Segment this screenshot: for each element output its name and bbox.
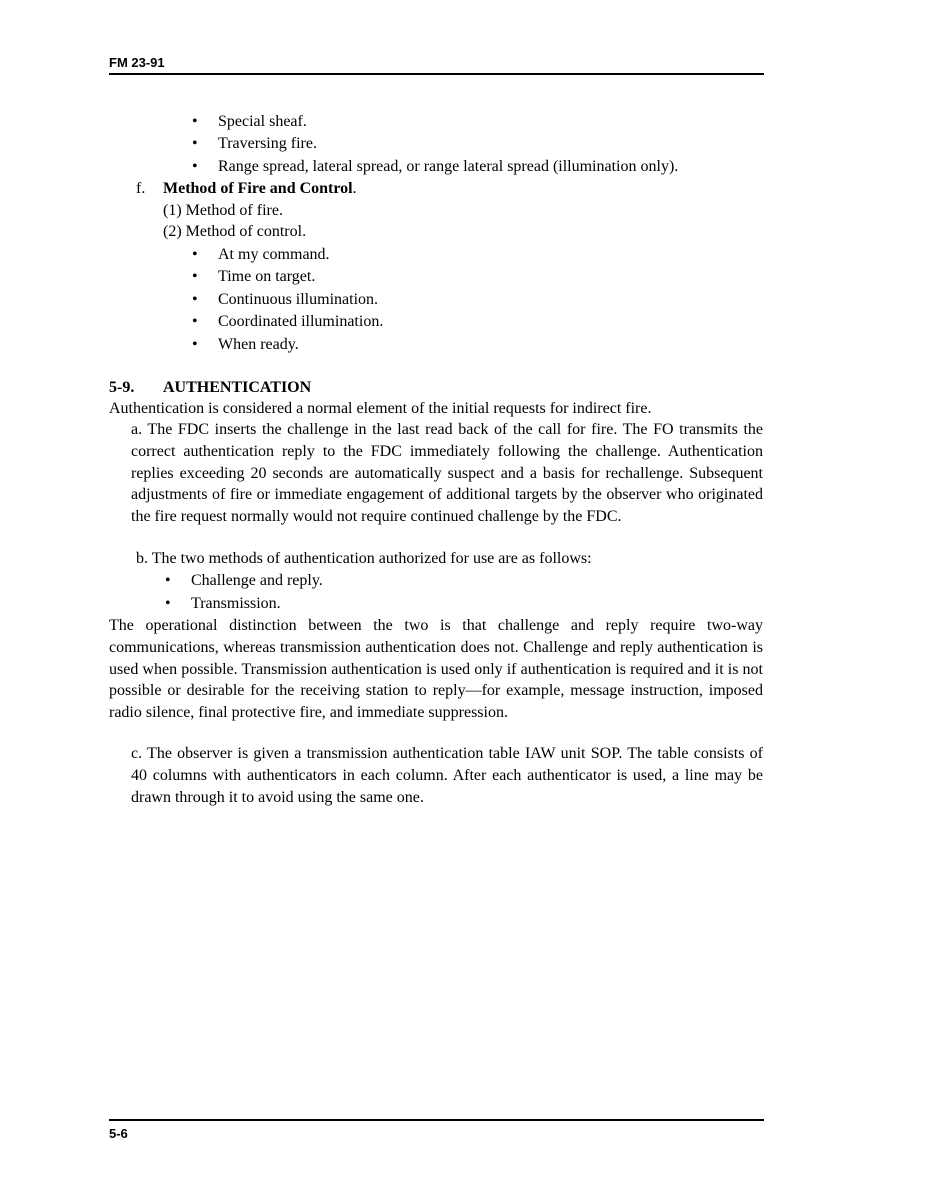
list-item: Coordinated illumination.	[218, 313, 384, 330]
section-intro: Authentication is considered a normal element of the initial requests for indirect fire.	[109, 400, 652, 417]
list-item: Continuous illumination.	[218, 291, 379, 308]
header-rule	[109, 73, 764, 75]
list-item: Challenge and reply.	[191, 572, 323, 589]
paragraph-b: b. The two methods of authentication authorized for use are as follows:	[136, 550, 592, 567]
running-header: FM 23-91	[109, 55, 165, 70]
distinction-paragraph: The operational distinction between the two is that challenge and reply require two-way communications, whereas transmission authentication does not. Challenge and reply authentication is used when possible. Transmission authentication is used only if authentication is required and it is not possible or desirable for the receiving station to reply—for example, message instruction, imposed radio silence, final protective fire, and immediate suppression.	[109, 617, 763, 722]
item-f-heading	[163, 179, 357, 199]
bullet-icon: •	[192, 158, 198, 175]
list-item: Transmission.	[191, 595, 281, 612]
subitem: (1) Method of fire.	[163, 202, 283, 219]
bullet-icon: •	[192, 313, 198, 330]
bullet-icon: •	[165, 595, 171, 612]
list-item: Range spread, lateral spread, or range lateral spread (illumination only).	[218, 158, 679, 175]
section-number: 5-9.	[109, 379, 135, 396]
subitem: (2) Method of control.	[163, 223, 307, 240]
item-f-label: f.	[136, 180, 146, 197]
list-item: Time on target.	[218, 268, 316, 285]
list-item: When ready.	[218, 336, 299, 353]
footer-rule	[109, 1119, 764, 1121]
section-title: AUTHENTICATION	[163, 379, 312, 396]
page-number: 5-6	[109, 1126, 128, 1141]
bullet-icon: •	[192, 246, 198, 263]
list-item: Traversing fire.	[218, 135, 317, 152]
bullet-icon: •	[192, 268, 198, 285]
list-item: At my command.	[218, 246, 330, 263]
paragraph-c: c. The observer is given a transmission authentication table IAW unit SOP. The table consists of 40 columns with authenticators in each column. After each authenticator is used, a line may be drawn through it to avoid using the same one.	[131, 745, 763, 806]
item-f-title: Method of Fire and Control	[163, 180, 353, 197]
bullet-icon: •	[192, 113, 198, 130]
bullet-icon: •	[192, 336, 198, 353]
paragraph-a: a. The FDC inserts the challenge in the last read back of the call for fire. The FO transmits the correct authentication reply to the FDC immediately following the challenge. Authentication replies exceeding 20 seconds are automatically suspect and a basis for rechallenge. Subsequent adjustments of fire or immediate engagement of additional targets by the observer who originated the fire request normally would not require continued challenge by the FDC.	[131, 421, 763, 526]
bullet-icon: •	[192, 135, 198, 152]
bullet-icon: •	[165, 572, 171, 589]
item-f-title-suffix: .	[352, 180, 357, 197]
bullet-icon: •	[192, 291, 198, 308]
list-item: Special sheaf.	[218, 113, 307, 130]
